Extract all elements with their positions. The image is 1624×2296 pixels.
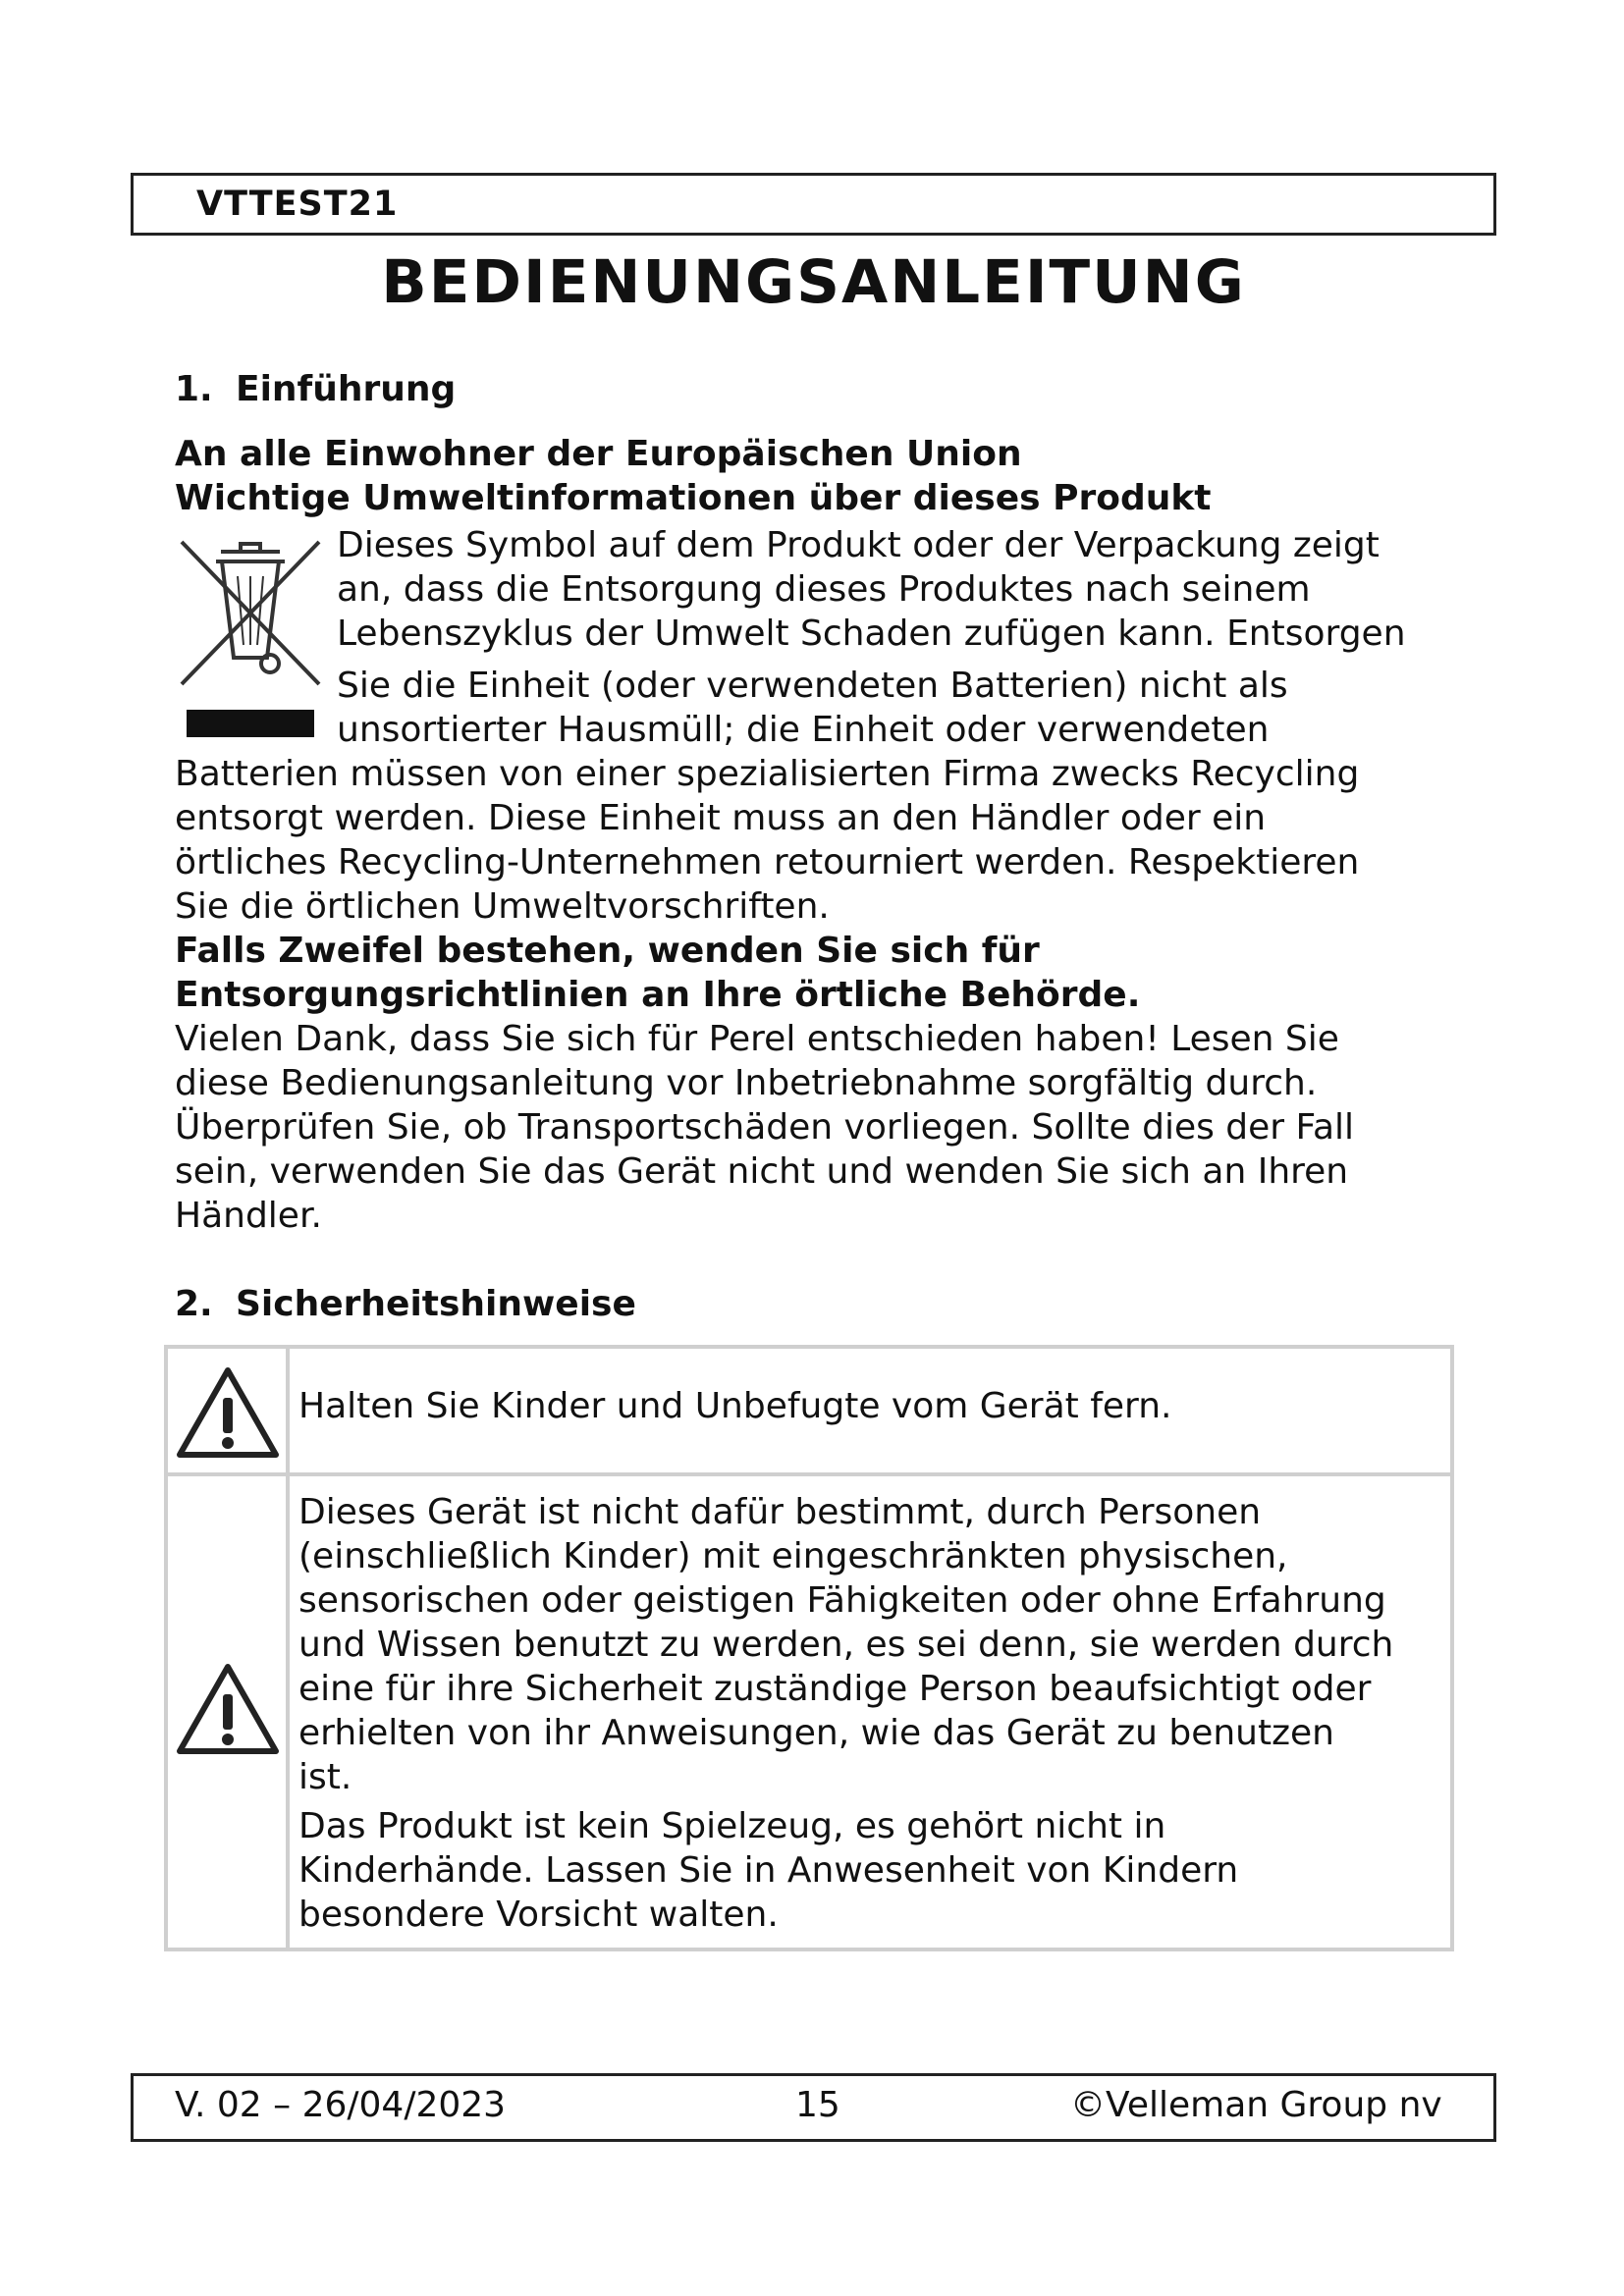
section-1-title: Einführung [236,369,457,409]
safety-row-2-text-b [298,1804,1238,1937]
eu-heading-1: An alle Einwohner der Europäischen Union [175,434,1022,474]
footer-copyright: ©Velleman Group nv [1070,2085,1442,2125]
table-cell-line: eine für ihre Sicherheit zuständige Person beaufsichtigt oder [298,1669,1372,1709]
paragraph-line: örtliches Recycling-Unternehmen retourniert werden. Respektieren [175,842,1360,882]
symbol-text-line: Lebenszyklus der Umwelt Schaden zufügen kann. Entsorgen [337,614,1406,654]
section-2-title: Sicherheitshinweise [236,1284,636,1324]
page-number: 15 [795,2085,840,2125]
page-title: BEDIENUNGSANLEITUNG [381,247,1246,317]
paragraph-line: Vielen Dank, dass Sie sich für Perel entschieden haben! Lesen Sie [175,1019,1339,1059]
symbol-text-line: Dieses Symbol auf dem Produkt oder der Verpackung zeigt [337,525,1380,565]
section-2-number: 2. [175,1284,213,1324]
paragraph-line: Falls Zweifel bestehen, wenden Sie sich für [175,931,1040,971]
table-cell-line: sensorischen oder geistigen Fähigkeiten oder ohne Erfahrung [298,1580,1386,1621]
paragraph-line: Händler. [175,1196,322,1236]
paragraph-line: Entsorgungsrichtlinien an Ihre örtliche Behörde. [175,975,1141,1015]
weee-bar [187,710,314,737]
table-cell-line: und Wissen benutzt zu werden, es sei denn, sie werden durch [298,1625,1394,1665]
table-divider [164,1472,1454,1476]
paragraph-line: Überprüfen Sie, ob Transportschäden vorliegen. Sollte dies der Fall [175,1107,1355,1148]
section-1-number: 1. [175,369,213,409]
eu-heading-2: Wichtige Umweltinformationen über dieses Produkt [175,478,1212,518]
paragraph-line: Sie die örtlichen Umweltvorschriften. [175,886,830,927]
table-cell-line: ist. [298,1757,352,1797]
table-cell-line: Das Produkt ist kein Spielzeug, es gehört nicht in [298,1806,1166,1846]
footer-version: V. 02 – 26/04/2023 [175,2085,507,2125]
symbol-text-line: an, dass die Entsorgung dieses Produktes nach seinem [337,569,1311,610]
table-cell-line: Dieses Gerät ist nicht dafür bestimmt, durch Personen [298,1492,1262,1532]
disposal-paragraph [175,752,1359,929]
crossed-out-bin-icon [177,532,324,694]
warning-triangle-icon [175,1661,281,1757]
symbol-text-line: unsortierter Hausmüll; die Einheit oder verwendeten [337,710,1270,750]
model-name: VTTEST21 [196,185,399,224]
paragraph-line: sein, verwenden Sie das Gerät nicht und wenden Sie sich an Ihren [175,1151,1349,1192]
warning-triangle-icon [175,1364,281,1461]
table-cell-line: besondere Vorsicht walten. [298,1895,779,1935]
safety-row-2-text [298,1490,1447,1799]
table-cell-line: Kinderhände. Lassen Sie in Anwesenheit von Kindern [298,1850,1239,1891]
paragraph-line: diese Bedienungsanleitung vor Inbetriebnahme sorgfältig durch. [175,1063,1318,1103]
section-1-heading [175,369,456,409]
paragraph-line: Batterien müssen von einer spezialisierten Firma zwecks Recycling [175,754,1360,794]
thanks-paragraph [175,1017,1354,1238]
table-cell-line: Halten Sie Kinder und Unbefugte vom Gerät fern. [298,1386,1172,1426]
table-divider [286,1345,290,1951]
doubt-paragraph [175,929,1140,1017]
section-2-heading [175,1284,636,1324]
symbol-text-line: Sie die Einheit (oder verwendeten Batterien) nicht als [337,666,1288,706]
paragraph-line: entsorgt werden. Diese Einheit muss an den Händler oder ein [175,798,1267,838]
table-cell-line: erhielten von ihr Anweisungen, wie das Gerät zu benutzen [298,1713,1334,1753]
safety-row-1-text [298,1384,1171,1428]
table-cell-line: (einschließlich Kinder) mit eingeschränkten physischen, [298,1536,1288,1576]
